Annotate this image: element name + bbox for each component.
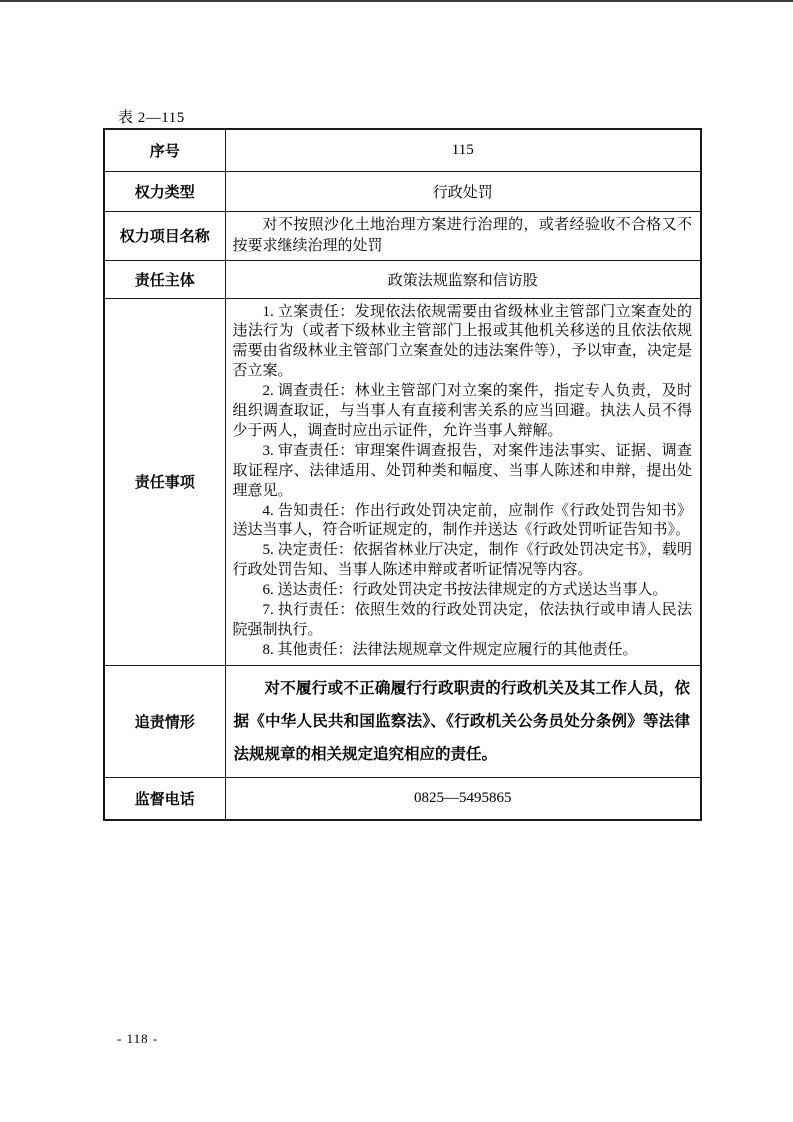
row-value-accountability <box>225 665 701 777</box>
row-value-responsible-subject: 政策法规监察和信访股 <box>225 260 701 298</box>
table-row-power-type <box>104 171 701 211</box>
row-label-responsible-subject: 责任主体 <box>104 260 225 298</box>
row-label-duty-matters: 责任事项 <box>104 298 225 665</box>
row-value-duty-matters <box>225 298 701 665</box>
table-row-responsible-subject <box>104 260 701 298</box>
row-label-supervision-phone: 监督电话 <box>104 777 225 820</box>
table-row-accountability <box>104 665 701 777</box>
row-value-supervision-phone: 0825—5495865 <box>225 777 701 820</box>
power-item-name-text: 对不按照沙化土地治理方案进行治理的，或者经验收不合格又不按要求继续治理的处罚 <box>232 216 692 254</box>
row-value-serial: 115 <box>225 129 701 171</box>
row-value-power-item-name <box>225 211 701 260</box>
row-label-serial: 序号 <box>104 129 225 171</box>
table-caption: 表 2—115 <box>118 110 185 126</box>
duty-item-2: 2. 调查责任：林业主管部门对立案的案件，指定专人负责，及时组织调查取证，与当事人有直接利害关系的应当回避。执法人员不得少于两人，调查时应出示证件，允许当事人辩解。 <box>232 383 692 439</box>
duty-item-3: 3. 审查责任：审理案件调查报告，对案件违法事实、证据、调查取证程序、法律适用、处罚种类和幅度、当事人陈述和申辩，提出处理意见。 <box>232 442 692 499</box>
duty-item-5: 5. 决定责任：依据省林业厅决定，制作《行政处罚决定书》，载明行政处罚告知、当事人陈述申辩或者听证情况等内容。 <box>232 542 692 579</box>
power-item-table <box>103 128 702 821</box>
duty-item-4: 4. 告知责任：作出行政处罚决定前，应制作《行政处罚告知书》送达当事人，符合听证规定的，制作并送达《行政处罚听证告知书》。 <box>232 502 692 539</box>
page-number: - 118 - <box>117 1031 159 1046</box>
duty-item-8: 8. 其他责任：法律法规规章文件规定应履行的其他责任。 <box>262 641 638 658</box>
table-row-duty-matters <box>104 298 701 665</box>
table-row-serial <box>104 129 701 171</box>
table-row-supervision-phone <box>104 777 701 820</box>
duty-item-7: 7. 执行责任：依照生效的行政处罚决定，依法执行或申请人民法院强制执行。 <box>232 602 692 638</box>
duty-item-6: 6. 送达责任：行政处罚决定书按法律规定的方式送达当事人。 <box>262 582 668 599</box>
row-label-power-item-name: 权力项目名称 <box>104 211 225 260</box>
duty-item-1: 1. 立案责任：发现依法依规需要由省级林业主管部门立案查处的违法行为（或者下级林业主管部门上报或其他机关移送的且依法依规需要由省级林业主管部门立案查处的违法案件等），予以审查，决定是否立案。 <box>232 303 692 380</box>
row-value-power-type: 行政处罚 <box>225 171 701 211</box>
row-label-accountability: 追责情形 <box>104 665 225 777</box>
page-top-border <box>0 0 793 2</box>
table-row-power-item-name <box>104 211 701 260</box>
row-label-power-type: 权力类型 <box>104 171 225 211</box>
accountability-text: 对不履行或不正确履行行政职责的行政机关及其工作人员，依据《中华人民共和国监察法》、《行政机关公务员处分条例》等法律法规规章的相关规定追究相应的责任。 <box>233 679 690 763</box>
